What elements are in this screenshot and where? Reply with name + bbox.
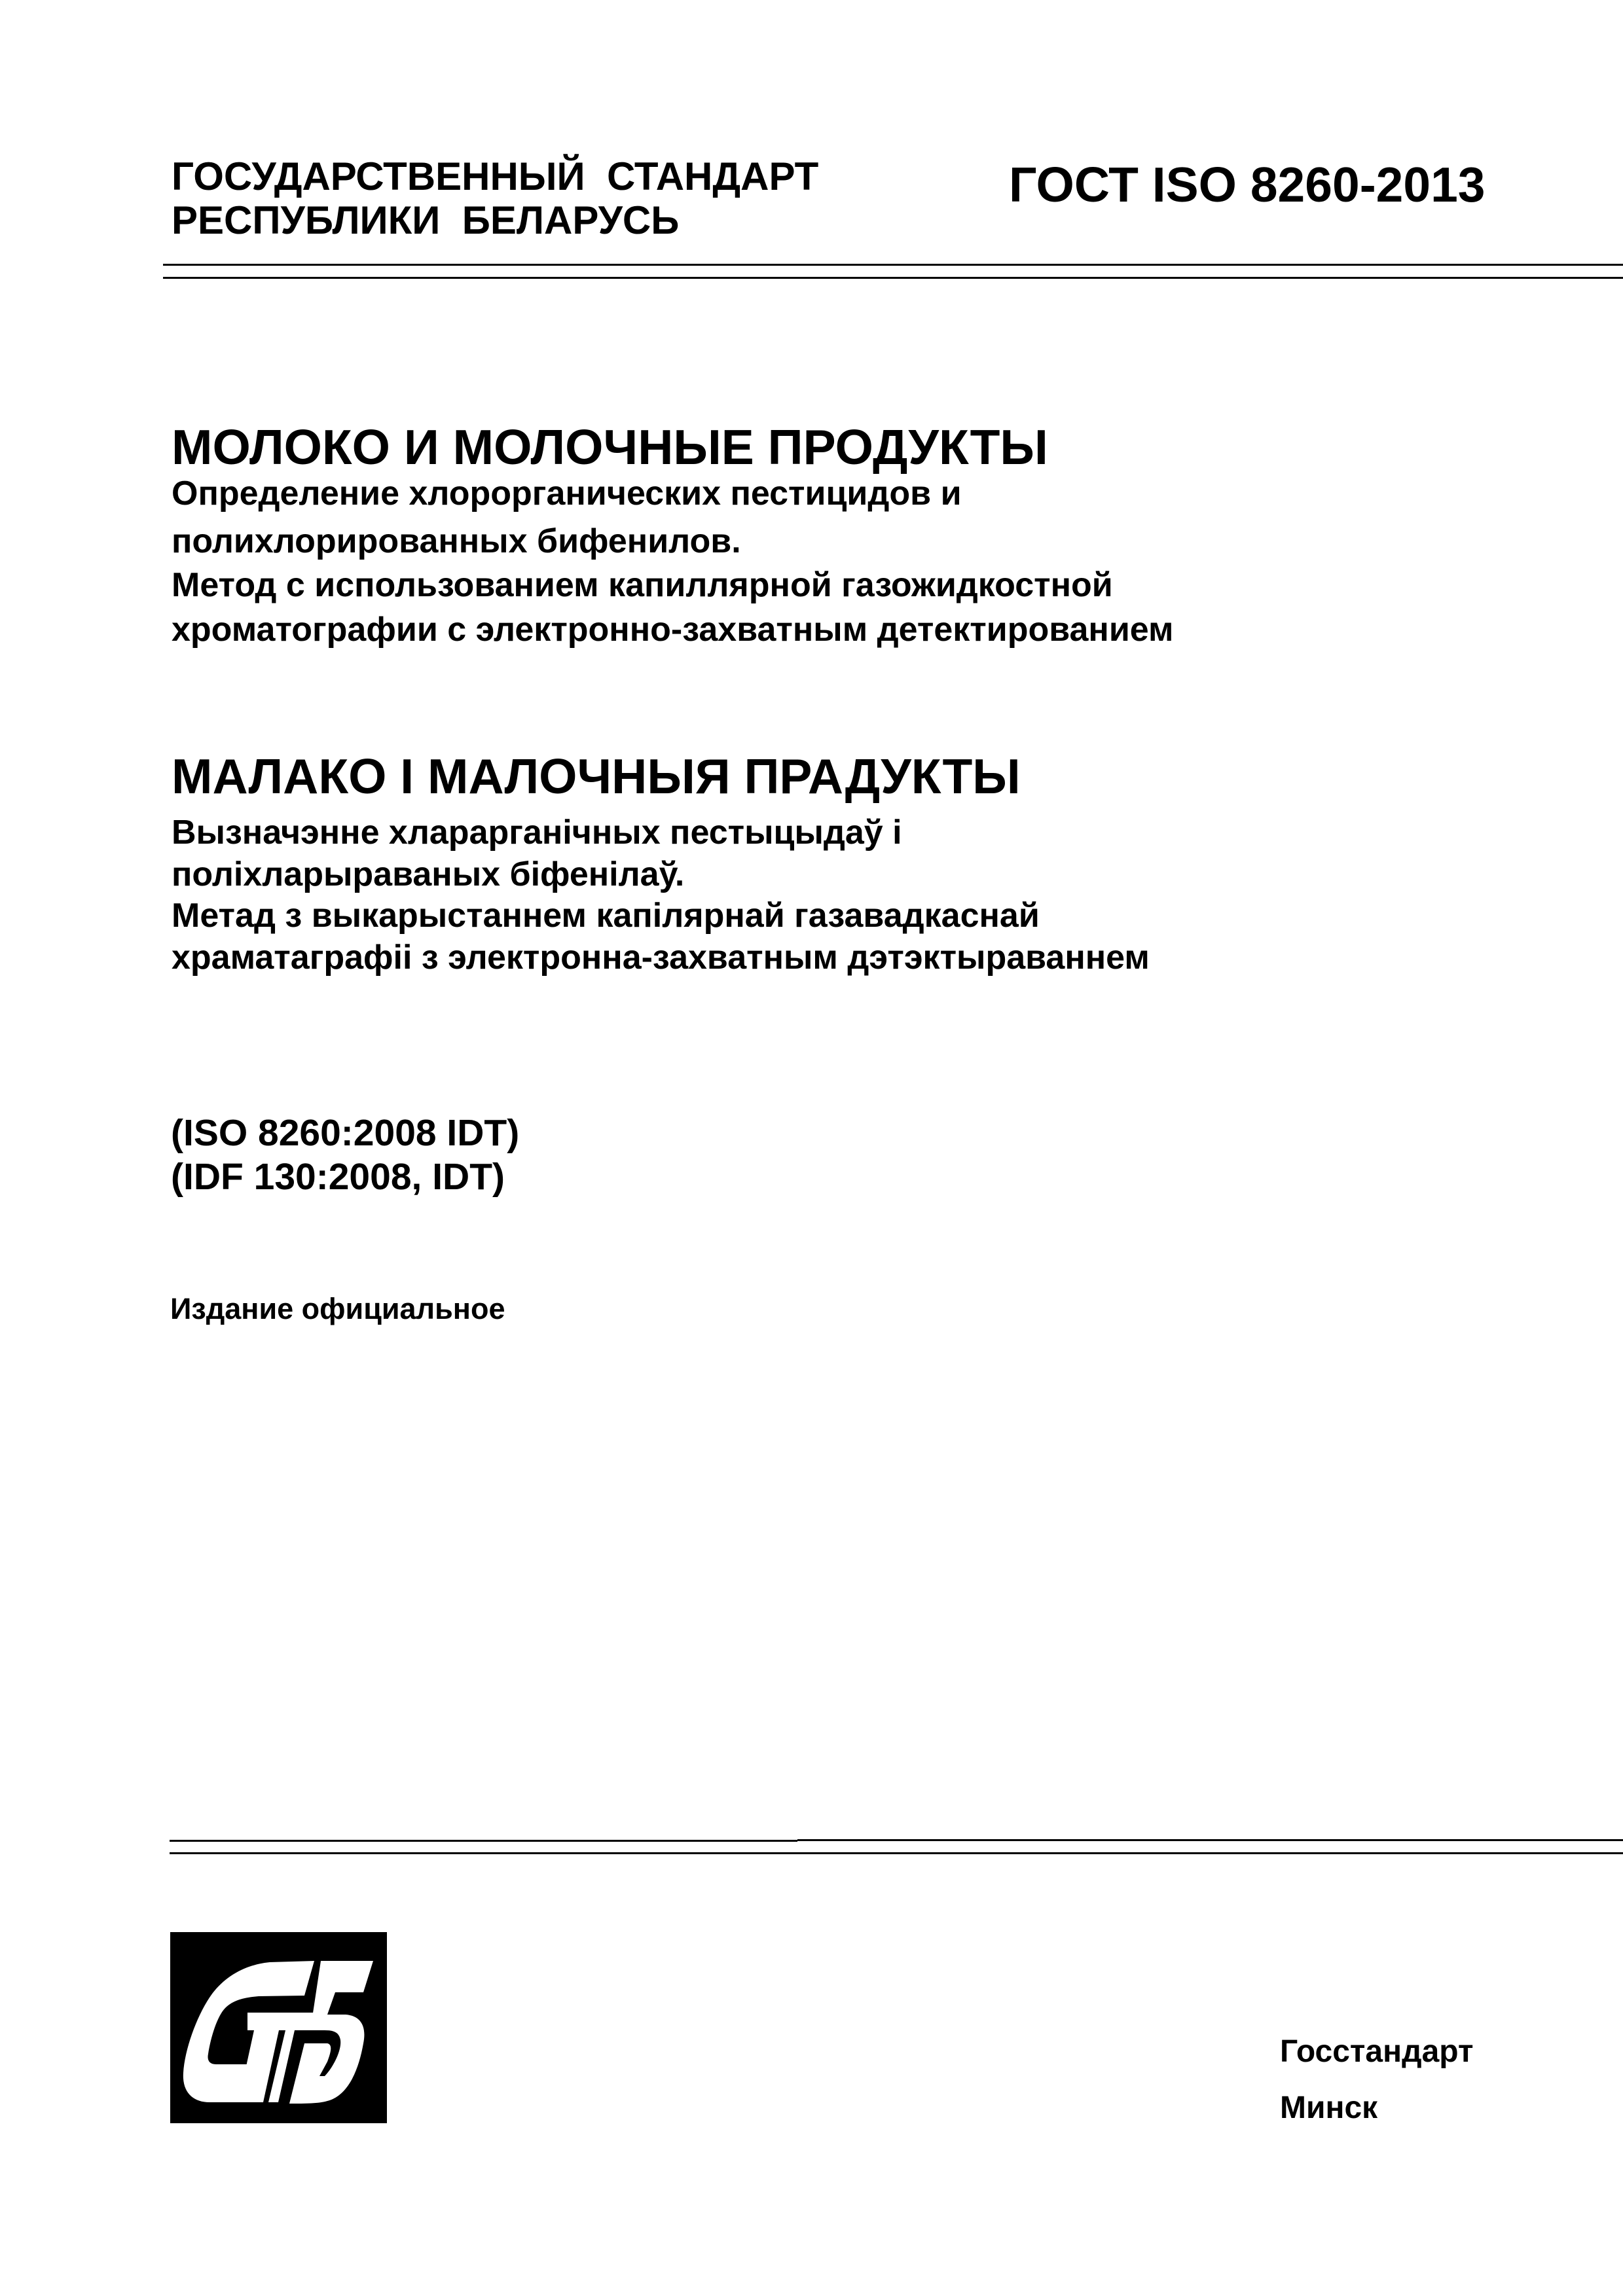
title-by-line: Метад з выкарыстаннем капілярнай газавадкаснай [172,897,1040,935]
footer-rule-bottom [170,1852,1623,1854]
title-ru-line: Метод с использованием капиллярной газожидкостной [172,566,1113,604]
iso-reference: (ISO 8260:2008 IDT) [171,1112,520,1154]
standard-designation: ГОСТ ISO 8260-2013 [1009,157,1486,212]
title-ru-line: Определение хлорорганических пестицидов и [172,475,962,512]
publisher-city: Минск [1280,2090,1378,2125]
idf-reference: (IDF 130:2008, IDT) [171,1156,505,1198]
standard-type-line-2: РЕСПУБЛИКИ БЕЛАРУСЬ [172,198,680,242]
title-by-line: поліхларыраваных біфенілаў. [172,855,685,893]
header-rule-bottom [163,277,1623,279]
footer-rule-top-left [170,1840,797,1842]
footer-rule-top-right [797,1839,1623,1841]
title-by-main: МАЛАКО І МАЛОЧНЫЯ ПРАДУКТЫ [172,749,1021,804]
title-ru-line: полихлорированных бифенилов. [172,522,741,560]
edition-label: Издание официальное [170,1292,505,1325]
title-by-line: храматаграфіі з электронна-захватным дэтэктыраваннем [172,939,1150,977]
publisher-name: Госстандарт [1280,2034,1474,2069]
title-ru-main: МОЛОКО И МОЛОЧНЫЕ ПРОДУКТЫ [172,420,1048,475]
standard-type-line-1: ГОСУДАРСТВЕННЫЙ СТАНДАРТ [172,154,819,198]
header-rule-top [163,264,1623,266]
title-ru-line: хроматографии с электронно-захватным детектированием [172,611,1174,649]
stb-logo-icon [170,1932,387,2123]
title-by-line: Вызначэнне хларарганічных пестыцыдаў і [172,814,902,852]
